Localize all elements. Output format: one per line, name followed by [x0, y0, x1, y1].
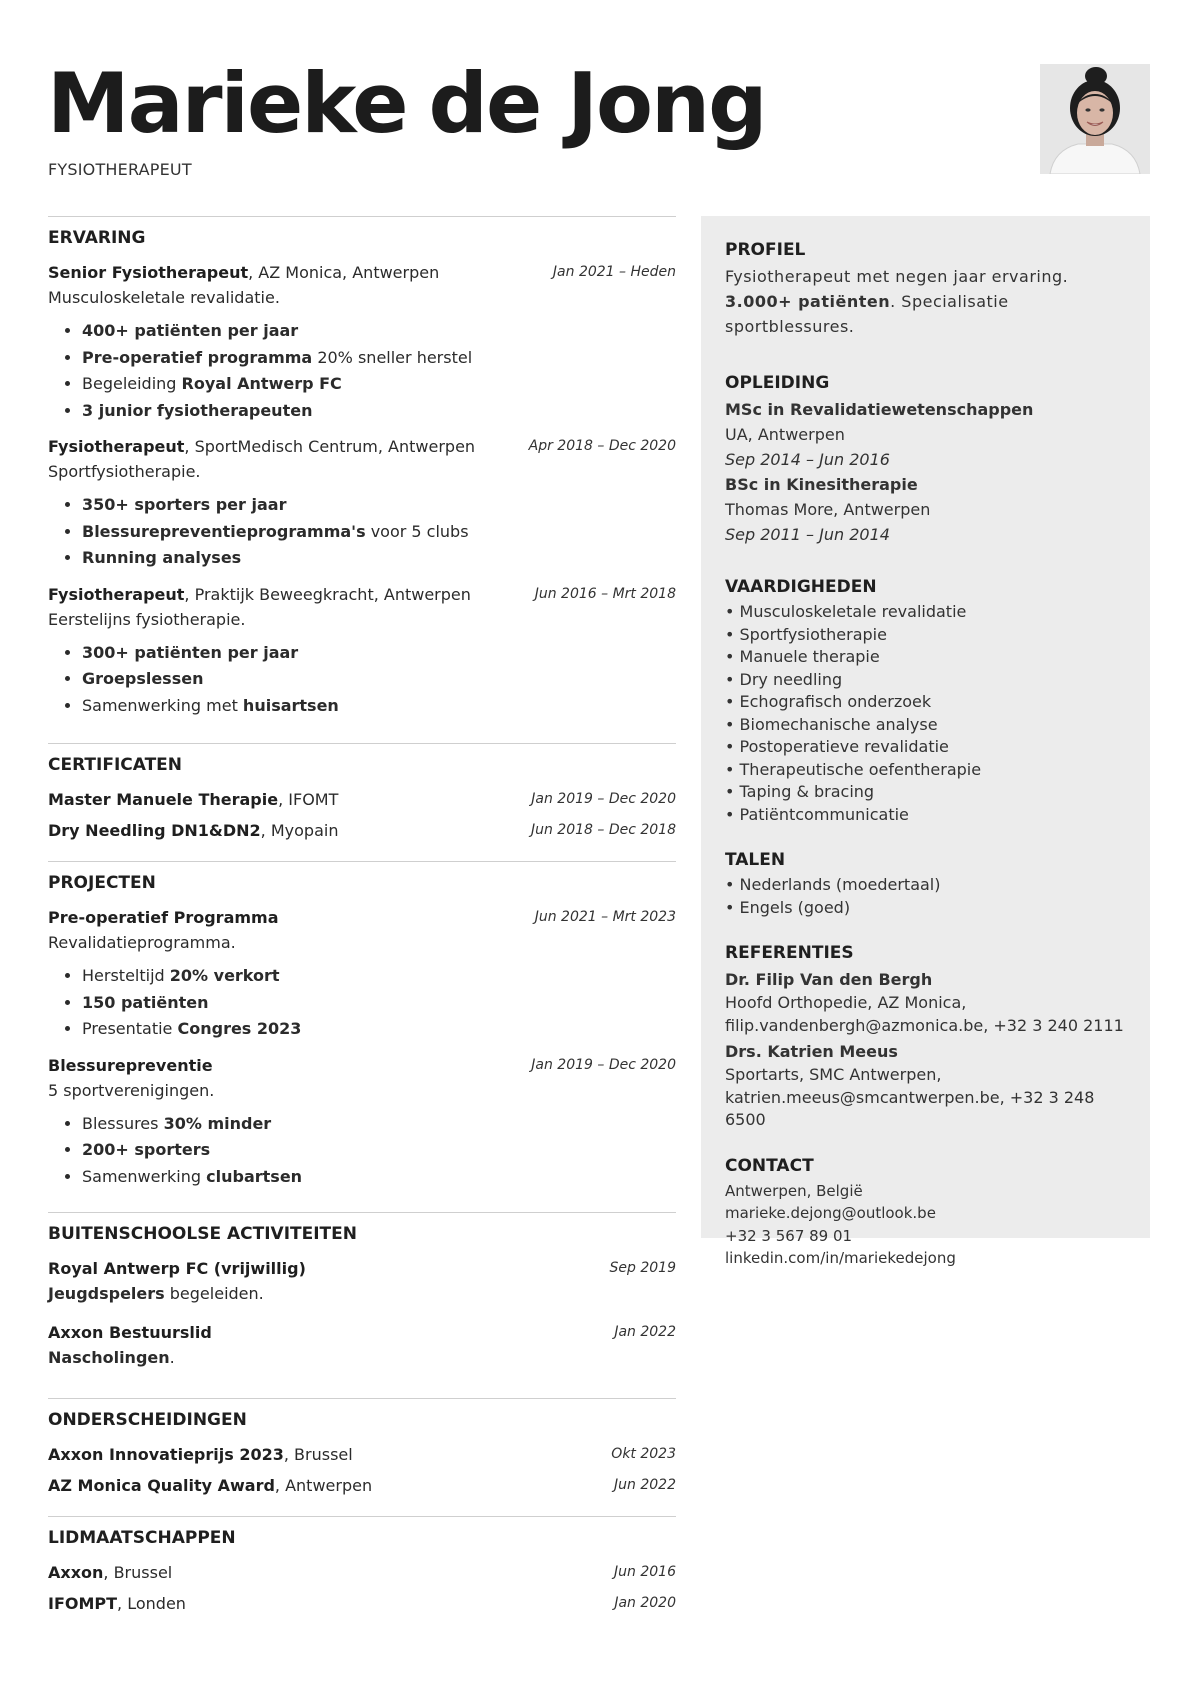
role: Fysiotherapeut	[48, 584, 185, 604]
list-item: • 200+ sporters	[82, 1137, 676, 1164]
date: Jun 2022	[614, 1477, 676, 1493]
date: Sep 2014 – Jun 2016	[725, 450, 890, 469]
section-lidmaatschappen	[48, 1516, 676, 1616]
list-item: • Presentatie Congres 2023	[82, 1016, 676, 1043]
degree: MSc in Revalidatiewetenschappen	[725, 400, 1034, 419]
section-title: PROFIEL	[725, 240, 806, 260]
list-item: • 400+ patiënten per jaar	[82, 318, 676, 345]
date: Jan 2022	[614, 1324, 676, 1340]
role: Senior Fysiotherapeut	[48, 263, 249, 282]
skill-item: • Patiëntcommunicatie	[725, 804, 909, 824]
degree: BSc in Kinesitherapie	[725, 475, 918, 494]
skill-item: • Echografisch onderzoek	[725, 692, 932, 711]
bullet-list	[48, 963, 676, 1043]
reference-name: Drs. Katrien Meeus	[725, 1042, 898, 1061]
list-item: • Running analyses	[82, 545, 676, 572]
date: Jan 2021 – Heden	[552, 264, 676, 280]
bullet-list	[48, 1111, 676, 1191]
list-item: • 150 patiënten	[82, 990, 676, 1017]
profile-section	[725, 240, 1128, 339]
first-name: Marieke	[47, 55, 407, 152]
section-title: LIDMAATSCHAPPEN	[48, 1528, 236, 1548]
section-title: REFERENTIES	[725, 943, 854, 963]
date: Sep 2011 – Jun 2014	[725, 525, 890, 544]
organization: , AZ Monica, Antwerpen	[248, 263, 440, 282]
contact-location: Antwerpen, België	[725, 1181, 863, 1200]
reference-name: Dr. Filip Van den Bergh	[725, 970, 933, 989]
experience-entry	[48, 260, 676, 424]
list-item: • Samenwerking clubartsen	[82, 1164, 676, 1191]
languages-section	[725, 850, 1128, 919]
bullet-list	[48, 640, 676, 720]
activity-entry: Axxon Bestuurslid Jan 2022 Nascholingen.	[48, 1320, 676, 1370]
list-item: • Hersteltijd 20% verkort	[82, 963, 676, 990]
references-section: REFERENTIES Dr. Filip Van den Bergh Hoofd Orthopedie, AZ Monica, filip.vandenbergh@azmonica.be, +32 3 240 2111 Drs. Katrien Meeus Sportarts, SMC Antwerpen, katrien.meeus@smcantwerpen.be, +32 3 248 6500	[725, 943, 1128, 1132]
role: Fysiotherapeut	[48, 437, 185, 456]
activity-entry: Royal Antwerp FC (vrijwillig) Sep 2019 Jeugdspelers begeleiden.	[48, 1256, 676, 1306]
list-item: • 350+ sporters per jaar	[82, 492, 676, 519]
award-entry: AZ Monica Quality Award, Antwerpen Jun 2022	[48, 1473, 676, 1498]
contact-section	[725, 1156, 1128, 1270]
profile-photo	[1040, 64, 1150, 174]
education-section	[725, 373, 1128, 547]
skill-item: • Postoperatieve revalidatie	[725, 737, 949, 756]
date: Jun 2018 – Dec 2018	[530, 822, 676, 838]
organization: , Praktijk Beweegkracht, Antwerpen	[184, 584, 471, 604]
skill-item: • Therapeutische oefentherapie	[725, 759, 982, 779]
description: Eerstelijns fysiotherapie.	[48, 609, 246, 629]
section-title: CONTACT	[725, 1155, 814, 1176]
membership-entry: IFOMPT, Londen Jan 2020	[48, 1591, 676, 1616]
section-buitenschoolse	[48, 1212, 676, 1370]
section-title: VAARDIGHEDEN	[725, 577, 877, 597]
date: Sep 2019	[609, 1260, 676, 1276]
language-item: • Nederlands (moedertaal)	[725, 875, 941, 894]
skill-item: • Manuele therapie	[725, 647, 880, 666]
list-item: • Blessurepreventieprogramma's voor 5 clubs	[82, 519, 676, 546]
sidebar	[701, 216, 1150, 1267]
date: Jun 2016 – Mrt 2018	[534, 585, 676, 602]
date: Jan 2019 – Dec 2020	[531, 1056, 676, 1073]
skills-section	[725, 577, 1128, 826]
section-certificaten	[48, 743, 676, 843]
membership-entry: Axxon, Brussel Jun 2016	[48, 1560, 676, 1585]
contact-phone[interactable]: +32 3 567 89 01	[725, 1226, 853, 1245]
certificate-entry: Dry Needling DN1&DN2, Myopain Jun 2018 – Dec 2018	[48, 818, 676, 843]
section-title: ONDERSCHEIDINGEN	[48, 1410, 247, 1430]
date: Jan 2019 – Dec 2020	[531, 791, 676, 807]
date: Jan 2020	[614, 1595, 676, 1611]
bullet-list	[48, 318, 676, 424]
section-title: TALEN	[725, 850, 786, 870]
section-onderscheidingen	[48, 1398, 676, 1498]
school: UA, Antwerpen	[725, 425, 845, 444]
skill-item: • Musculoskeletale revalidatie	[725, 602, 967, 621]
last-name: de Jong	[428, 55, 766, 152]
date: Apr 2018 – Dec 2020	[528, 438, 676, 454]
list-item: • Blessures 30% minder	[82, 1111, 676, 1138]
section-title: CERTIFICATEN	[48, 755, 183, 775]
project-entry: Blessurepreventie Jan 2019 – Dec 2020 5 sportverenigingen. • Blessures 30% minder • 200+ sporters • Samenwerking clubartsen	[48, 1053, 676, 1191]
list-item: • Begeleiding Royal Antwerp FC	[82, 371, 676, 398]
school: Thomas More, Antwerpen	[725, 500, 931, 519]
section-ervaring	[48, 216, 676, 719]
project-entry: Pre-operatief Programma Jun 2021 – Mrt 2023 Revalidatieprogramma. • Hersteltijd 20% verkort • 150 patiënten • Presentatie Congres 2023	[48, 905, 676, 1043]
certificate-entry: Master Manuele Therapie, IFOMT Jan 2019 – Dec 2020	[48, 787, 676, 812]
list-item: • Groepslessen	[82, 666, 676, 693]
date: Okt 2023	[611, 1446, 676, 1462]
section-title: ERVARING	[48, 228, 146, 248]
organization: , SportMedisch Centrum, Antwerpen	[184, 437, 476, 456]
list-item: • 300+ patiënten per jaar	[82, 640, 676, 667]
date: Jun 2021 – Mrt 2023	[534, 909, 676, 925]
section-title: BUITENSCHOOLSE ACTIVITEITEN	[48, 1224, 357, 1244]
section-title: PROJECTEN	[48, 873, 156, 893]
list-item: • 3 junior fysiotherapeuten	[82, 398, 676, 425]
main-column	[48, 216, 676, 1626]
experience-entry	[48, 434, 676, 572]
language-item: • Engels (goed)	[725, 897, 851, 917]
contact-email[interactable]: marieke.dejong@outlook.be	[725, 1204, 936, 1222]
experience-entry	[48, 582, 676, 720]
skill-item: • Sportfysiotherapie	[725, 624, 887, 644]
list-item: • Pre-operatief programma 20% sneller herstel	[82, 345, 676, 372]
profile-text: Fysiotherapeut met negen jaar ervaring. 3.000+ patiënten. Specialisatie sportblessures.	[725, 267, 1069, 336]
skill-item: • Biomechanische analyse	[725, 714, 938, 734]
list-item: • Samenwerking met huisartsen	[82, 693, 676, 720]
skill-item: • Dry needling	[725, 669, 843, 689]
contact-linkedin[interactable]: linkedin.com/in/mariekedejong	[725, 1249, 956, 1267]
bullet-list	[48, 492, 676, 572]
date: Jun 2016	[614, 1564, 676, 1580]
section-projecten	[48, 861, 676, 1190]
description: Musculoskeletale revalidatie.	[48, 288, 280, 307]
award-entry: Axxon Innovatieprijs 2023, Brussel Okt 2023	[48, 1442, 676, 1467]
job-title: FYSIOTHERAPEUT	[48, 160, 192, 179]
section-title: OPLEIDING	[725, 373, 830, 393]
description: Sportfysiotherapie.	[48, 462, 201, 481]
candidate-name	[47, 55, 766, 152]
skill-item: • Taping & bracing	[725, 782, 875, 801]
